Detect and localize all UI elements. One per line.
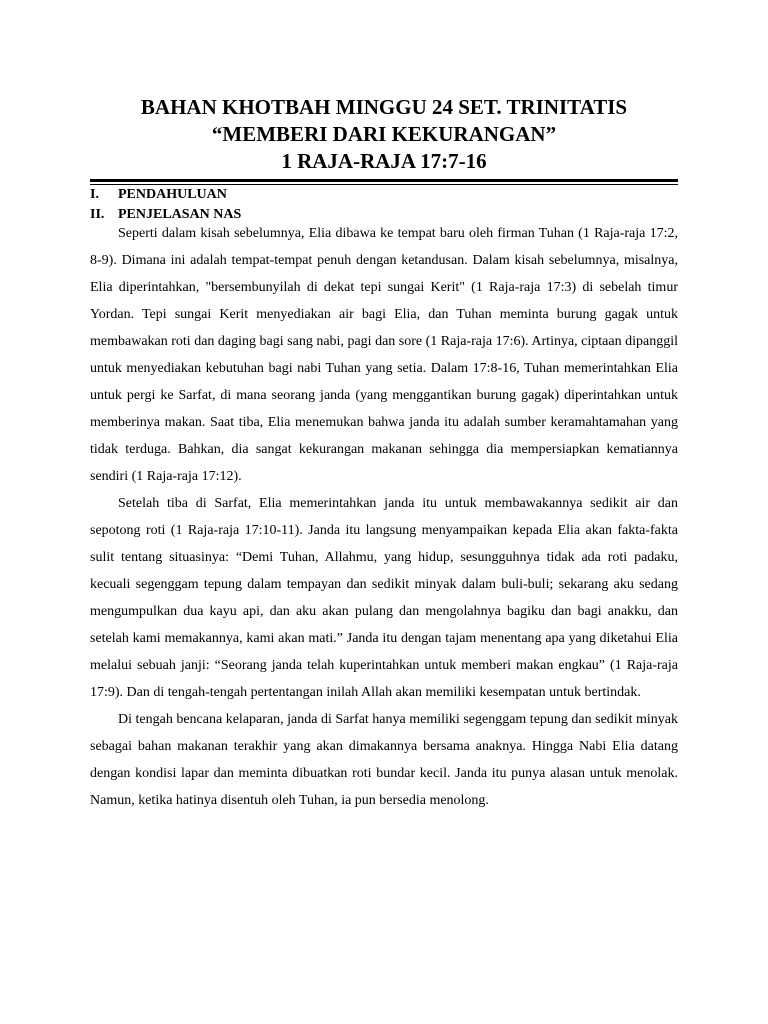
paragraph-1: Seperti dalam kisah sebelumnya, Elia dibawa ke tempat baru oleh firman Tuhan (1 Raja-raja 17:2, 8-9). Dimana ini adalah tempat-tempat penuh dengan ketandusan. Dalam kisah sebelumnya, misalnya, Elia diperintahkan, "bersembunyilah di dekat tepi sungai Kerit" (1 Raja-raja 17:3) di sebelah timur Yordan. Tepi sungai Kerit menyediakan air bagi Elia, dan Tuhan meminta burung gagak untuk membawakan roti dan daging bagi sang nabi, pagi dan sore (1 Raja-raja 17:6). Artinya, ciptaan dipanggil untuk menyediakan kebutuhan bagi nabi Tuhan yang setia. Dalam 17:8-16, Tuhan memerintahkan Elia untuk pergi ke Sarfat, di mana seorang janda (yang menggantikan burung gagak) diperintahkan untuk memberinya makan. Saat tiba, Elia menemukan bahwa janda itu adalah sumber keramahtamahan yang tidak terduga. Bahkan, dia sangat kekurangan makanan sehingga dia mempersiapkan kematiannya sendiri (1 Raja-raja 17:12). <box>90 226 678 484</box>
paragraph-3: Di tengah bencana kelaparan, janda di Sarfat hanya memiliki segenggam tepung dan sedikit minyak sebagai bahan makanan terakhir yang akan dimakannya bersama anaknya. Hingga Nabi Elia datang dengan kondisi lapar dan meminta dibuatkan roti bundar kecil. Janda itu punya alasan untuk menolak. Namun, ketika hatinya disentuh oleh Tuhan, ia pun bersedia menolong. <box>90 712 678 808</box>
title-divider-thick <box>90 179 678 182</box>
body-text <box>90 220 678 814</box>
section-number: II. <box>90 207 105 222</box>
document-title <box>90 94 678 175</box>
section-heading-pendahuluan <box>90 186 227 204</box>
title-divider-thin <box>90 184 678 185</box>
section-title: PENJELASAN NAS <box>118 207 242 222</box>
section-title: PENDAHULUAN <box>118 187 227 202</box>
section-number: I. <box>90 187 99 202</box>
paragraph-2: Setelah tiba di Sarfat, Elia memerintahkan janda itu untuk membawakannya sedikit air dan sepotong roti (1 Raja-raja 17:10-11). Janda itu langsung menyampaikan kepada Elia akan fakta-fakta sulit tentang situasinya: “Demi Tuhan, Allahmu, yang hidup, sesungguhnya tidak ada roti padaku, kecuali segenggam tepung dalam tempayan dan sedikit minyak dalam buli-buli; sekarang aku sedang mengumpulkan dua kayu api, dan aku akan pulang dan mengolahnya bagiku dan bagi anakku, dan setelah kami memakannya, kami akan mati.” Janda itu dengan tajam menentang apa yang diketahui Elia melalui sebuah janji: “Seorang janda telah kuperintahkan untuk memberi makan engkau” (1 Raja-raja 17:9). Dan di tengah-tengah pertentangan inilah Allah akan memiliki kesempatan untuk bertindak. <box>90 496 678 700</box>
title-line-1: BAHAN KHOTBAH MINGGU 24 SET. TRINITATIS <box>140 95 628 119</box>
title-line-3: 1 RAJA-RAJA 17:7-16 <box>281 149 487 173</box>
title-line-2: “MEMBERI DARI KEKURANGAN” <box>211 122 557 146</box>
